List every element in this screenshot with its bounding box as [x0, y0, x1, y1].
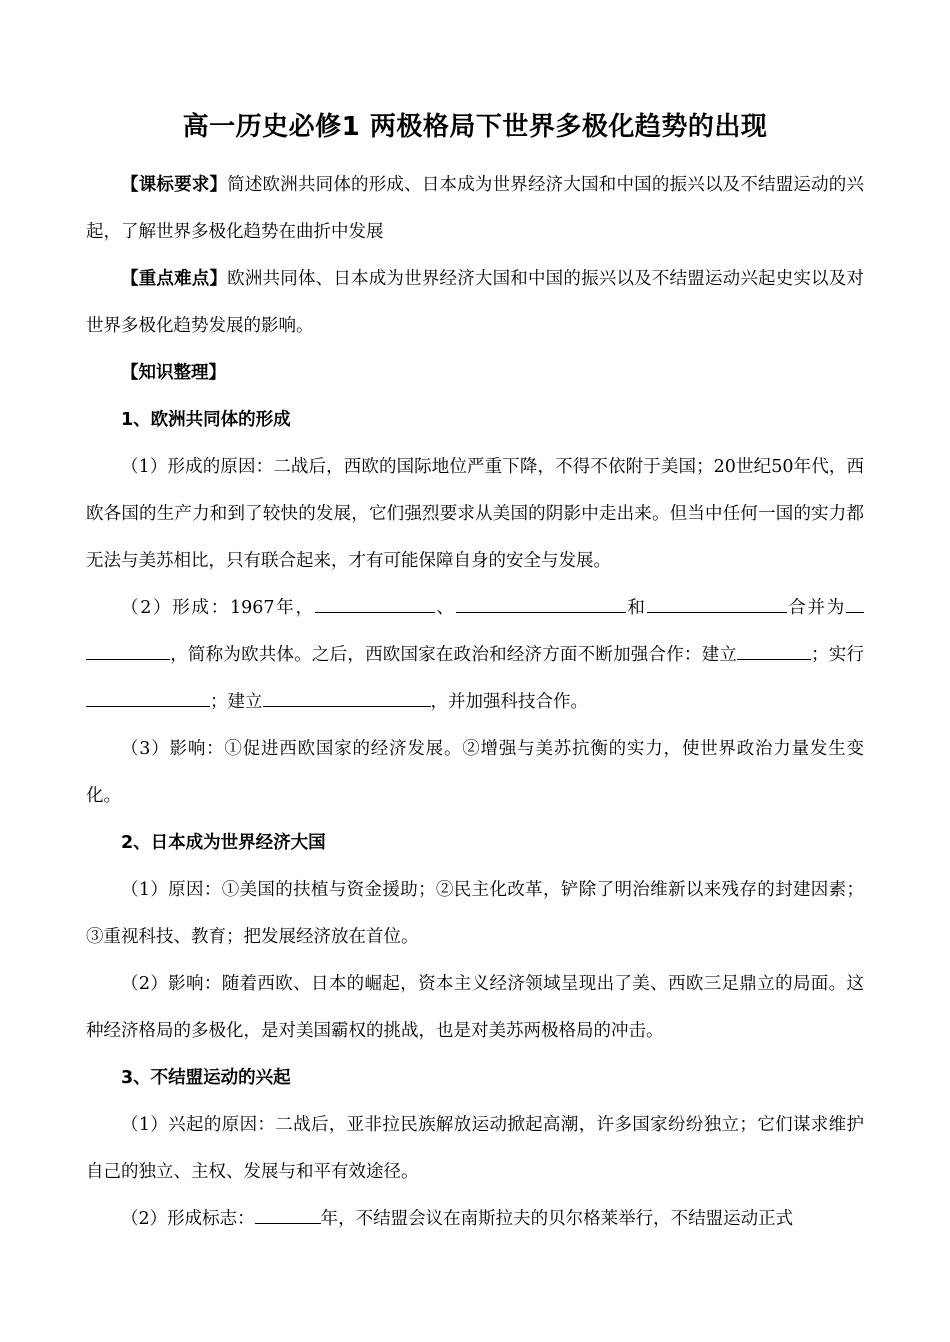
section3-formation-text-a: （2）形成标志： [121, 1209, 255, 1229]
fill-blank-1[interactable] [315, 594, 435, 613]
fill-blank-2[interactable] [456, 594, 626, 613]
key-points-text: 欧洲共同体、日本成为世界经济大国和中国的振兴以及不结盟运动兴起史实以及对世界多极化趋势发展的影响。 [86, 269, 864, 336]
document-title: 高一历史必修1 两极格局下世界多极化趋势的出现 [182, 112, 768, 142]
section1-impact: （3）影响：①促进西欧国家的经济发展。②增强与美苏抗衡的实力，使世界政治力量发生变化。 [86, 739, 864, 806]
fill-blank-6[interactable] [86, 688, 210, 707]
section3-formation [86, 1196, 864, 1243]
fill-blank-4-cont[interactable] [86, 641, 170, 660]
section1-formation-text-f: ；实行 [811, 645, 865, 665]
fill-blank-4[interactable] [846, 594, 864, 613]
curriculum-label: 【课标要求】 [121, 175, 228, 195]
section1-formation-text-a: （2）形成：1967年， [121, 598, 315, 618]
section3-formation-text-b: 年，不结盟会议在南斯拉夫的贝尔格莱举行，不结盟运动正式 [320, 1209, 794, 1229]
key-points-label: 【重点难点】 [121, 269, 228, 289]
knowledge-label: 【知识整理】 [121, 363, 226, 383]
section1-formation-text-h: ，并加强科技合作。 [430, 692, 588, 712]
section1-cause: （1）形成的原因：二战后，西欧的国际地位严重下降，不得不依附于美国；20世纪50年代，西欧各国的生产力和到了较快的发展，它们强烈要求从美国的阴影中走出来。但当中任何一国的实力都无法与美苏相比，只有联合起来，才有可能保障自身的安全与发展。 [86, 457, 864, 571]
key-points [86, 256, 864, 350]
section1-formation [86, 585, 864, 726]
curriculum-text: 简述欧洲共同体的形成、日本成为世界经济大国和中国的振兴以及不结盟运动的兴起，了解世界多极化趋势在曲折中发展 [86, 175, 864, 242]
fill-blank-5[interactable] [737, 641, 811, 660]
section1-formation-text-b: 、 [434, 598, 456, 618]
section2-impact: （2）影响：随着西欧、日本的崛起，资本主义经济领域呈现出了美、西欧三足鼎立的局面。这种经济格局的多极化，是对美国霸权的挑战，也是对美苏两极格局的冲击。 [86, 974, 864, 1041]
document-page [86, 110, 864, 1243]
section3-heading: 3、不结盟运动的兴起 [121, 1068, 291, 1088]
curriculum-requirement [86, 162, 864, 256]
section1-heading: 1、欧洲共同体的形成 [121, 410, 291, 430]
section2-heading: 2、日本成为世界经济大国 [121, 833, 326, 853]
section1-formation-text-d: 合并为 [786, 598, 847, 618]
fill-blank-7[interactable] [263, 688, 431, 707]
fill-blank-3[interactable] [647, 594, 787, 613]
fill-blank-8[interactable] [255, 1205, 321, 1224]
section3-cause: （1）兴起的原因：二战后，亚非拉民族解放运动掀起高潮，许多国家纷纷独立；它们谋求维护自己的独立、主权、发展与和平有效途径。 [86, 1115, 864, 1182]
section2-cause: （1）原因：①美国的扶植与资金援助；②民主化改革，铲除了明治维新以来残存的封建因素；③重视科技、教育；把发展经济放在首位。 [86, 880, 864, 947]
section1-formation-text-g: ；建立 [210, 692, 263, 712]
section1-formation-text-e: ，简称为欧共体。之后，西欧国家在政治和经济方面不断加强合作：建立 [170, 645, 738, 665]
section1-formation-text-c: 和 [625, 598, 647, 618]
